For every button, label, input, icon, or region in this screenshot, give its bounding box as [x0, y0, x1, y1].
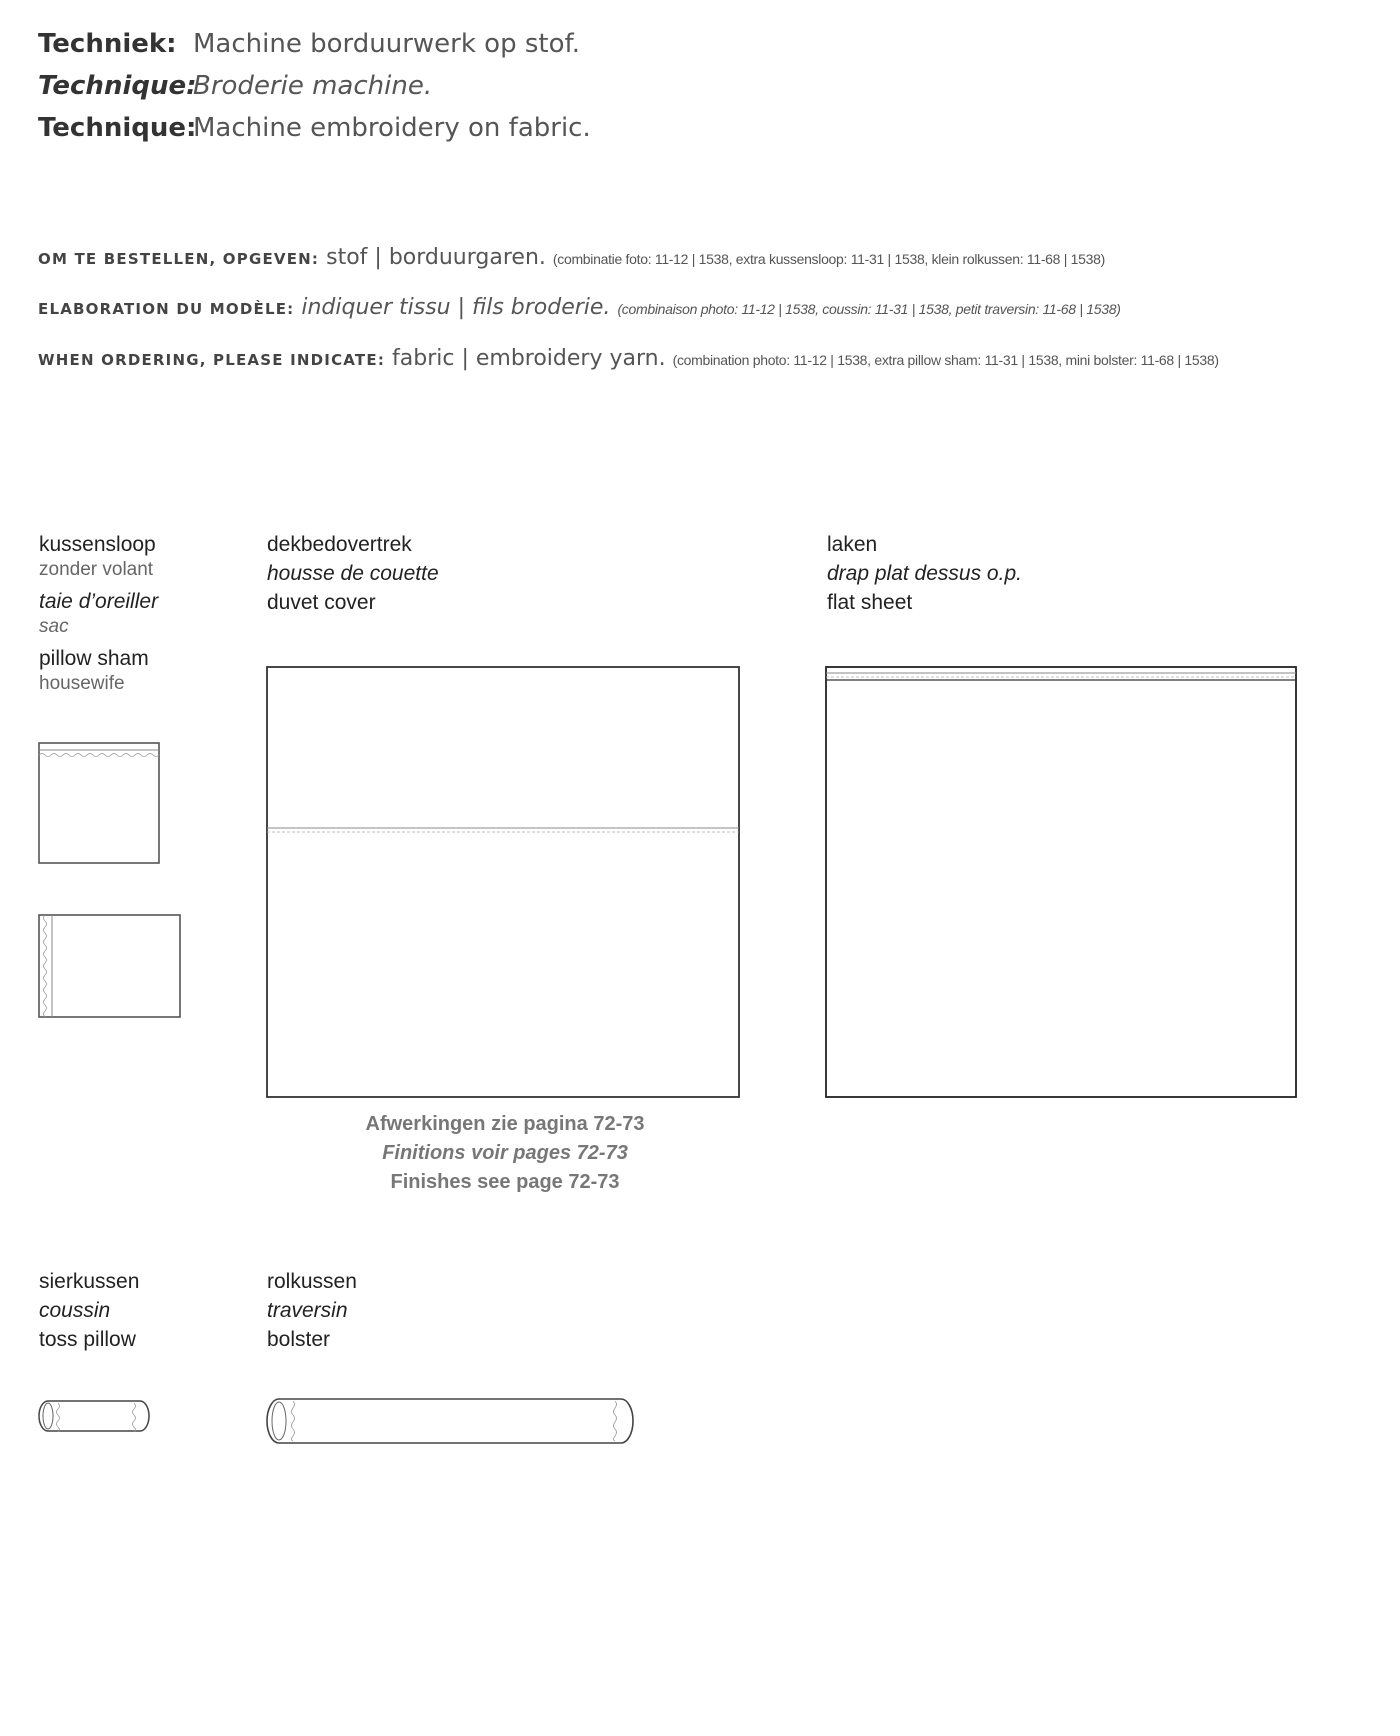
duvet-cover-drawing: [265, 665, 745, 1105]
bolster-label: [267, 1267, 357, 1354]
label-nl: sierkussen: [39, 1270, 140, 1293]
ordering-caption: ELABORATION DU MODÈLE:: [38, 300, 295, 318]
ordering-value: indiquer tissu | fils broderie.: [301, 295, 611, 320]
finishes-nl: Afwerkingen zie pagina 72-73: [365, 1113, 645, 1135]
label-fr: taie d’oreiller: [39, 590, 159, 613]
label-en: toss pillow: [39, 1328, 136, 1351]
technique-label: Technique:: [38, 113, 197, 143]
label-fr: traversin: [267, 1299, 348, 1322]
pillow-sham-side-drawing: [36, 912, 186, 1022]
label-en: pillow sham: [39, 647, 149, 670]
label-nl-sub: zonder volant: [39, 559, 154, 580]
label-fr: housse de couette: [267, 562, 439, 585]
label-en: bolster: [267, 1328, 331, 1351]
flat-sheet-label: [827, 530, 1022, 617]
label-fr: coussin: [39, 1299, 111, 1322]
technique-label: Technique:: [38, 71, 197, 101]
label-en: duvet cover: [267, 591, 376, 614]
finishes-fr: Finitions voir pages 72-73: [382, 1142, 628, 1164]
technique-value: Broderie machine.: [193, 71, 433, 101]
flat-sheet-drawing: [824, 665, 1302, 1105]
finishes-en: Finishes see page 72-73: [390, 1171, 620, 1193]
ordering-caption: WHEN ORDERING, PLEASE INDICATE:: [38, 351, 386, 369]
ordering-note: (combinatie foto: 11-12 | 1538, extra kussensloop: 11-31 | 1538, klein rolkussen: 11-68 | 1538): [552, 251, 1105, 267]
pillow-sham-drawing: [36, 740, 166, 870]
ordering-row-fr: [38, 294, 1121, 323]
ordering-note: (combinaison photo: 11-12 | 1538, coussin: 11-31 | 1538, petit traversin: 11-68 | 1538): [617, 301, 1121, 317]
technique-label: Techniek:: [38, 29, 177, 59]
duvet-cover-label: [267, 530, 439, 617]
label-nl: laken: [827, 533, 878, 556]
technique-row-en: [38, 112, 591, 144]
label-nl: dekbedovertrek: [267, 533, 412, 556]
ordering-row-en: [38, 345, 1219, 374]
label-fr: drap plat dessus o.p.: [827, 562, 1022, 585]
label-nl: kussensloop: [39, 533, 156, 556]
ordering-value: fabric | embroidery yarn.: [392, 346, 666, 371]
technique-value: Machine embroidery on fabric.: [193, 113, 591, 143]
finishes-note: [268, 1110, 742, 1197]
bolster-drawing: [263, 1396, 643, 1446]
ordering-caption: OM TE BESTELLEN, OPGEVEN:: [38, 250, 320, 268]
technique-row-fr: [38, 70, 432, 102]
label-fr-sub: sac: [39, 616, 69, 637]
toss-pillow-label: [39, 1267, 139, 1354]
label-nl: rolkussen: [267, 1270, 357, 1293]
technique-row-nl: [38, 28, 580, 60]
ordering-note: (combination photo: 11-12 | 1538, extra pillow sham: 11-31 | 1538, mini bolster: 11-68 | 1538): [672, 352, 1219, 368]
toss-pillow-drawing: [36, 1398, 156, 1438]
label-en-sub: housewife: [39, 673, 125, 694]
technique-value: Machine borduurwerk op stof.: [193, 29, 581, 59]
ordering-value: stof | borduurgaren.: [326, 245, 546, 270]
label-en: flat sheet: [827, 591, 913, 614]
ordering-row-nl: [38, 244, 1105, 273]
pillow-sham-label: [39, 530, 158, 695]
